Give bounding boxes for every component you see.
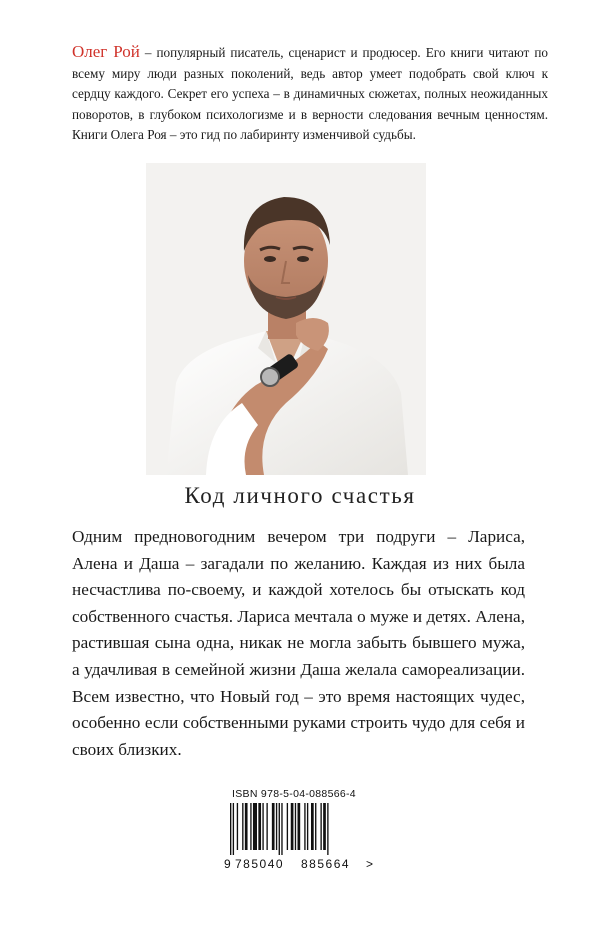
author-bio-text: – популярный писатель, сценарист и продюсер. Его книги читают по всему миру люди разных поколений, ведь автор умеет подобрать свой ключ к сердцу каждого. Секрет его успеха – в динамичных сюжетах, полных неожиданных поворотов, в глубоком психологизме и в верности следования вечным ценностям. Книги Олега Роя – это гид по лабиринту изменчивой судьбы. (72, 45, 548, 142)
barcode-bar (237, 803, 238, 850)
book-title: Код личного счастья (184, 483, 416, 508)
barcode-bar (320, 803, 321, 850)
barcode-bar (298, 803, 301, 850)
barcode-bar (311, 803, 314, 850)
barcode-digits (224, 857, 374, 927)
author-photo (146, 163, 426, 475)
barcode-bar (279, 803, 280, 855)
barcode-bar (304, 803, 305, 850)
barcode-bar (250, 803, 251, 850)
author-portrait-image (146, 163, 426, 475)
barcode-bar (315, 803, 316, 850)
barcode-bar (245, 803, 248, 850)
barcode-bar (281, 803, 282, 855)
author-bio (72, 42, 548, 146)
barcode-bar (233, 803, 234, 855)
barcode-bar (307, 803, 308, 850)
barcode (226, 803, 372, 855)
barcode-bar (258, 803, 261, 850)
barcode-group-1: 785040 (235, 857, 285, 871)
barcode-quiet-marker: > (366, 857, 374, 871)
barcode-bar (242, 803, 243, 850)
barcode-bar (253, 803, 257, 850)
author-name: Олег Рой (72, 42, 140, 61)
barcode-bar (262, 803, 263, 850)
barcode-bar (287, 803, 288, 850)
book-annotation: Одним предновогодним вечером три подруги – Лариса, Алена и Даша – загадали по желанию. Каждая из них была несчастлива по-своему, и каждой хотелось бы отыскать код собственного счастья. Лариса мечтала о муже и детях. Алена, растившая сына одна, никак не могла забыть бывшего мужа, а удачливая в семейной жизни Даша желала самореализации. Всем известно, что Новый год – это время настоящих чудес, особенно если собственными руками строить чудо для себя и своих близких. (72, 527, 525, 759)
isbn-label: ISBN 978-5-04-088566-4 (232, 788, 356, 800)
barcode-bar (295, 803, 296, 850)
barcode-bar (230, 803, 231, 855)
barcode-group-2: 885664 (301, 857, 351, 871)
barcode-lead-digit: 9 (224, 857, 231, 871)
barcode-bar (276, 803, 277, 850)
barcode-bar (266, 803, 267, 850)
barcode-bar (291, 803, 294, 850)
barcode-bar (272, 803, 275, 850)
barcode-bar (327, 803, 328, 855)
barcode-bar (323, 803, 326, 850)
